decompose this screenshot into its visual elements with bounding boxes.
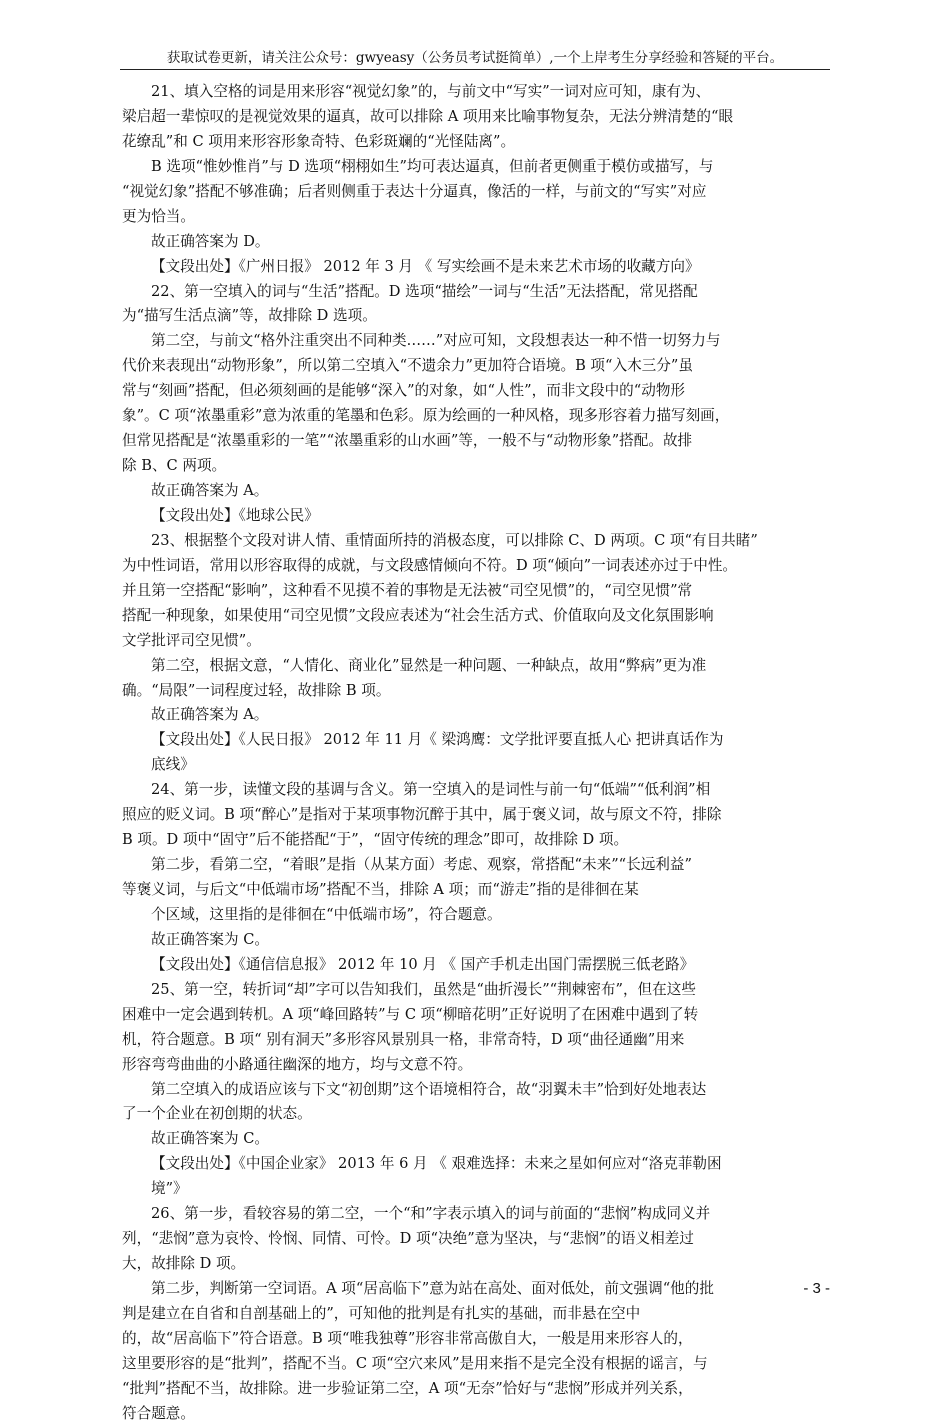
text-line: 了一个企业在初创期的状态。 <box>122 1105 312 1123</box>
text-line: 【文段出处】《通信信息报》 2012 年 10 月 《 国产手机走出国门需摆脱三低老路》 <box>151 955 695 973</box>
text-line: 列，“悲悯”意为哀怜、怜悯、同情、可怜。D 项“决绝”意为坚决，与“悲悯”的语义相差过 <box>122 1230 694 1248</box>
text-line: 第二步，看第二空，“着眼”是指（从某方面）考虑、观察，常搭配“未来”“长远利益” <box>151 856 692 874</box>
text-line: 个区域，这里指的是徘徊在“中低端市场”，符合题意。 <box>151 905 502 923</box>
text-line: 【文段出处】《广州日报》 2012 年 3 月 《 写实绘画不是未来艺术市场的收藏方向》 <box>151 257 700 275</box>
text-line: B 选项“惟妙惟肖”与 D 选项“栩栩如生”均可表达逼真，但前者更侧重于模仿或描写，与 <box>151 157 714 175</box>
text-line: 第二空，与前文“格外注重突出不同种类……”对应可知，文段想表达一种不惜一切努力与 <box>151 332 721 350</box>
text-line: 的，故“居高临下”符合语意。B 项“唯我独尊”形容非常高傲自大，一般是用来形容人的， <box>122 1329 693 1347</box>
text-line: 第二空填入的成语应该与下文“初创期”这个语境相符合，故“羽翼未丰”恰到好处地表达 <box>151 1080 707 1098</box>
text-line: 21、填入空格的词是用来形容“视觉幻象”的，与前文中“写实”一词对应可知，康有为、 <box>151 83 711 100</box>
text-line: 常与“刻画”搭配，但必须刻画的是能够“深入”的对象，如“人性”，而非文段中的“动物形 <box>122 382 686 400</box>
text-line: 象”。C 项“浓墨重彩”意为浓重的笔墨和色彩。原为绘画的一种风格，现多形容着力描写刻画， <box>122 407 730 425</box>
text-line: 22、第一空填入的词与“生活”搭配。D 选项“描绘”一词与“生活”无法搭配，常见搭配 <box>151 282 698 300</box>
text-line: 26、第一步，看较容易的第二空，一个“和”字表示填入的词与前面的“悲悯”构成同义并 <box>151 1205 711 1223</box>
text-line: 困难中一定会遇到转机。A 项“峰回路转”与 C 项“柳暗花明”正好说明了在困难中遇到了转 <box>122 1005 699 1023</box>
text-line: 判是建立在自省和自剖基础上的”，可知他的批判是有扎实的基础，而非悬在空中 <box>122 1304 641 1322</box>
text-line: 【文段出处】《地球公民》 <box>151 506 319 524</box>
text-line: 照应的贬义词。B 项“醉心”是指对于某项事物沉醉于其中，属于褒义词，故与原文不符，排除 <box>122 806 722 824</box>
text-line: 第二空，根据文意，“人情化、商业化”显然是一种问题、一种缺点，故用“弊病”更为准 <box>151 656 707 674</box>
text-line: 故正确答案为 A。 <box>151 706 269 724</box>
text-line: 梁启超一辈惊叹的是视觉效果的逼真，故可以排除 A 项用来比喻事物复杂，无法分辨清楚的“眼 <box>122 107 734 125</box>
text-line: 25、第一空，转折词“却”字可以告知我们，虽然是“曲折漫长”“荆棘密布”，但在这些 <box>151 980 696 998</box>
text-line: 机，符合题意。B 项“ 别有洞天”多形容风景别具一格，非常奇特，D 项“曲径通幽”用来 <box>122 1030 685 1048</box>
text-line: 确。“局限”一词程度过轻，故排除 B 项。 <box>122 681 391 699</box>
text-line: 等褒义词，与后文“中低端市场”搭配不当，排除 A 项；而“游走”指的是徘徊在某 <box>122 881 639 898</box>
text-line: 除 B、C 两项。 <box>122 457 227 475</box>
text-line: 底线》 <box>151 756 195 774</box>
text-line: 这里要形容的是“批判”，搭配不当。C 项“空穴来风”是用来指不是完全没有根据的谣言，与 <box>122 1354 708 1372</box>
text-line: 23、根据整个文段对讲人情、重情面所持的消极态度，可以排除 C、D 两项。C 项“有目共睹” <box>151 531 758 549</box>
page-number: - 3 - <box>803 1280 830 1297</box>
text-line: 【文段出处】《中国企业家》 2013 年 6 月 《 艰难选择：未来之星如何应对“洛克菲勒困 <box>151 1155 722 1173</box>
text-line: 更为恰当。 <box>122 207 195 225</box>
text-line: 故正确答案为 C。 <box>151 1130 269 1148</box>
text-line: 【文段出处】《人民日报》 2012 年 11 月《 梁鸿鹰：文学批评要直抵人心 把讲真话作为 <box>151 731 724 749</box>
text-line: 境”》 <box>151 1180 188 1198</box>
text-line: “视觉幻象”搭配不够准确；后者则侧重于表达十分逼真，像活的一样，与前文的“写实”对应 <box>122 182 707 200</box>
text-line: 故正确答案为 A。 <box>151 482 269 499</box>
text-line: 形容弯弯曲曲的小路通往幽深的地方，均与文意不符。 <box>122 1055 473 1073</box>
text-line: “批判”搭配不当，故排除。进一步验证第二空，A 项“无奈”恰好与“悲悯”形成并列关系， <box>122 1379 693 1397</box>
text-line: 故正确答案为 D。 <box>151 232 270 250</box>
text-line: 为中性词语，常用以形容取得的成就，与文段感情倾向不符。D 项“倾向”一词表述亦过于中性。 <box>122 556 738 574</box>
text-line: 但常见搭配是“浓墨重彩的一笔”“浓墨重彩的山水画”等，一般不与“动物形象”搭配。故排 <box>122 432 693 450</box>
text-line: 大，故排除 D 项。 <box>122 1255 246 1273</box>
text-line: 并且第一空搭配“影响”，这种看不见摸不着的事物是无法被“司空见惯”的，“司空见惯”常 <box>122 581 693 599</box>
text-line: 代价来表现出“动物形象”，所以第二空填入“不遗余力”更加符合语境。B 项“入木三分”虽 <box>122 357 693 375</box>
text-line: 符合题意。 <box>122 1404 195 1422</box>
text-line: B 项。D 项中“固守”后不能搭配“于”，“固守传统的理念”即可，故排除 D 项。 <box>122 831 629 849</box>
text-line: 24、第一步，读懂文段的基调与含义。第一空填入的是词性与前一句“低端”“低利润”相 <box>151 781 711 799</box>
text-line: 花缭乱”和 C 项用来形容形象奇特、色彩斑斓的“光怪陆离”。 <box>122 132 516 150</box>
text-line: 搭配一种现象，如果使用“司空见惯”文段应表述为“社会生活方式、价值取向及文化氛围影响 <box>122 606 714 624</box>
text-line: 故正确答案为 C。 <box>151 930 269 948</box>
text-line: 第二步，判断第一空词语。A 项“居高临下”意为站在高处、面对低处，前文强调“他的批 <box>151 1280 714 1297</box>
page-header: 获取试卷更新，请关注公众号：gwyeasy（公务员考试挺简单）,一个上岸考生分享经验和答疑的平台。 <box>166 50 784 66</box>
document-body <box>122 80 830 1427</box>
header-divider <box>120 69 830 70</box>
text-line: 文学批评司空见惯”。 <box>122 631 261 649</box>
text-line: 为“描写生活点滴”等，故排除 D 选项。 <box>122 307 377 325</box>
